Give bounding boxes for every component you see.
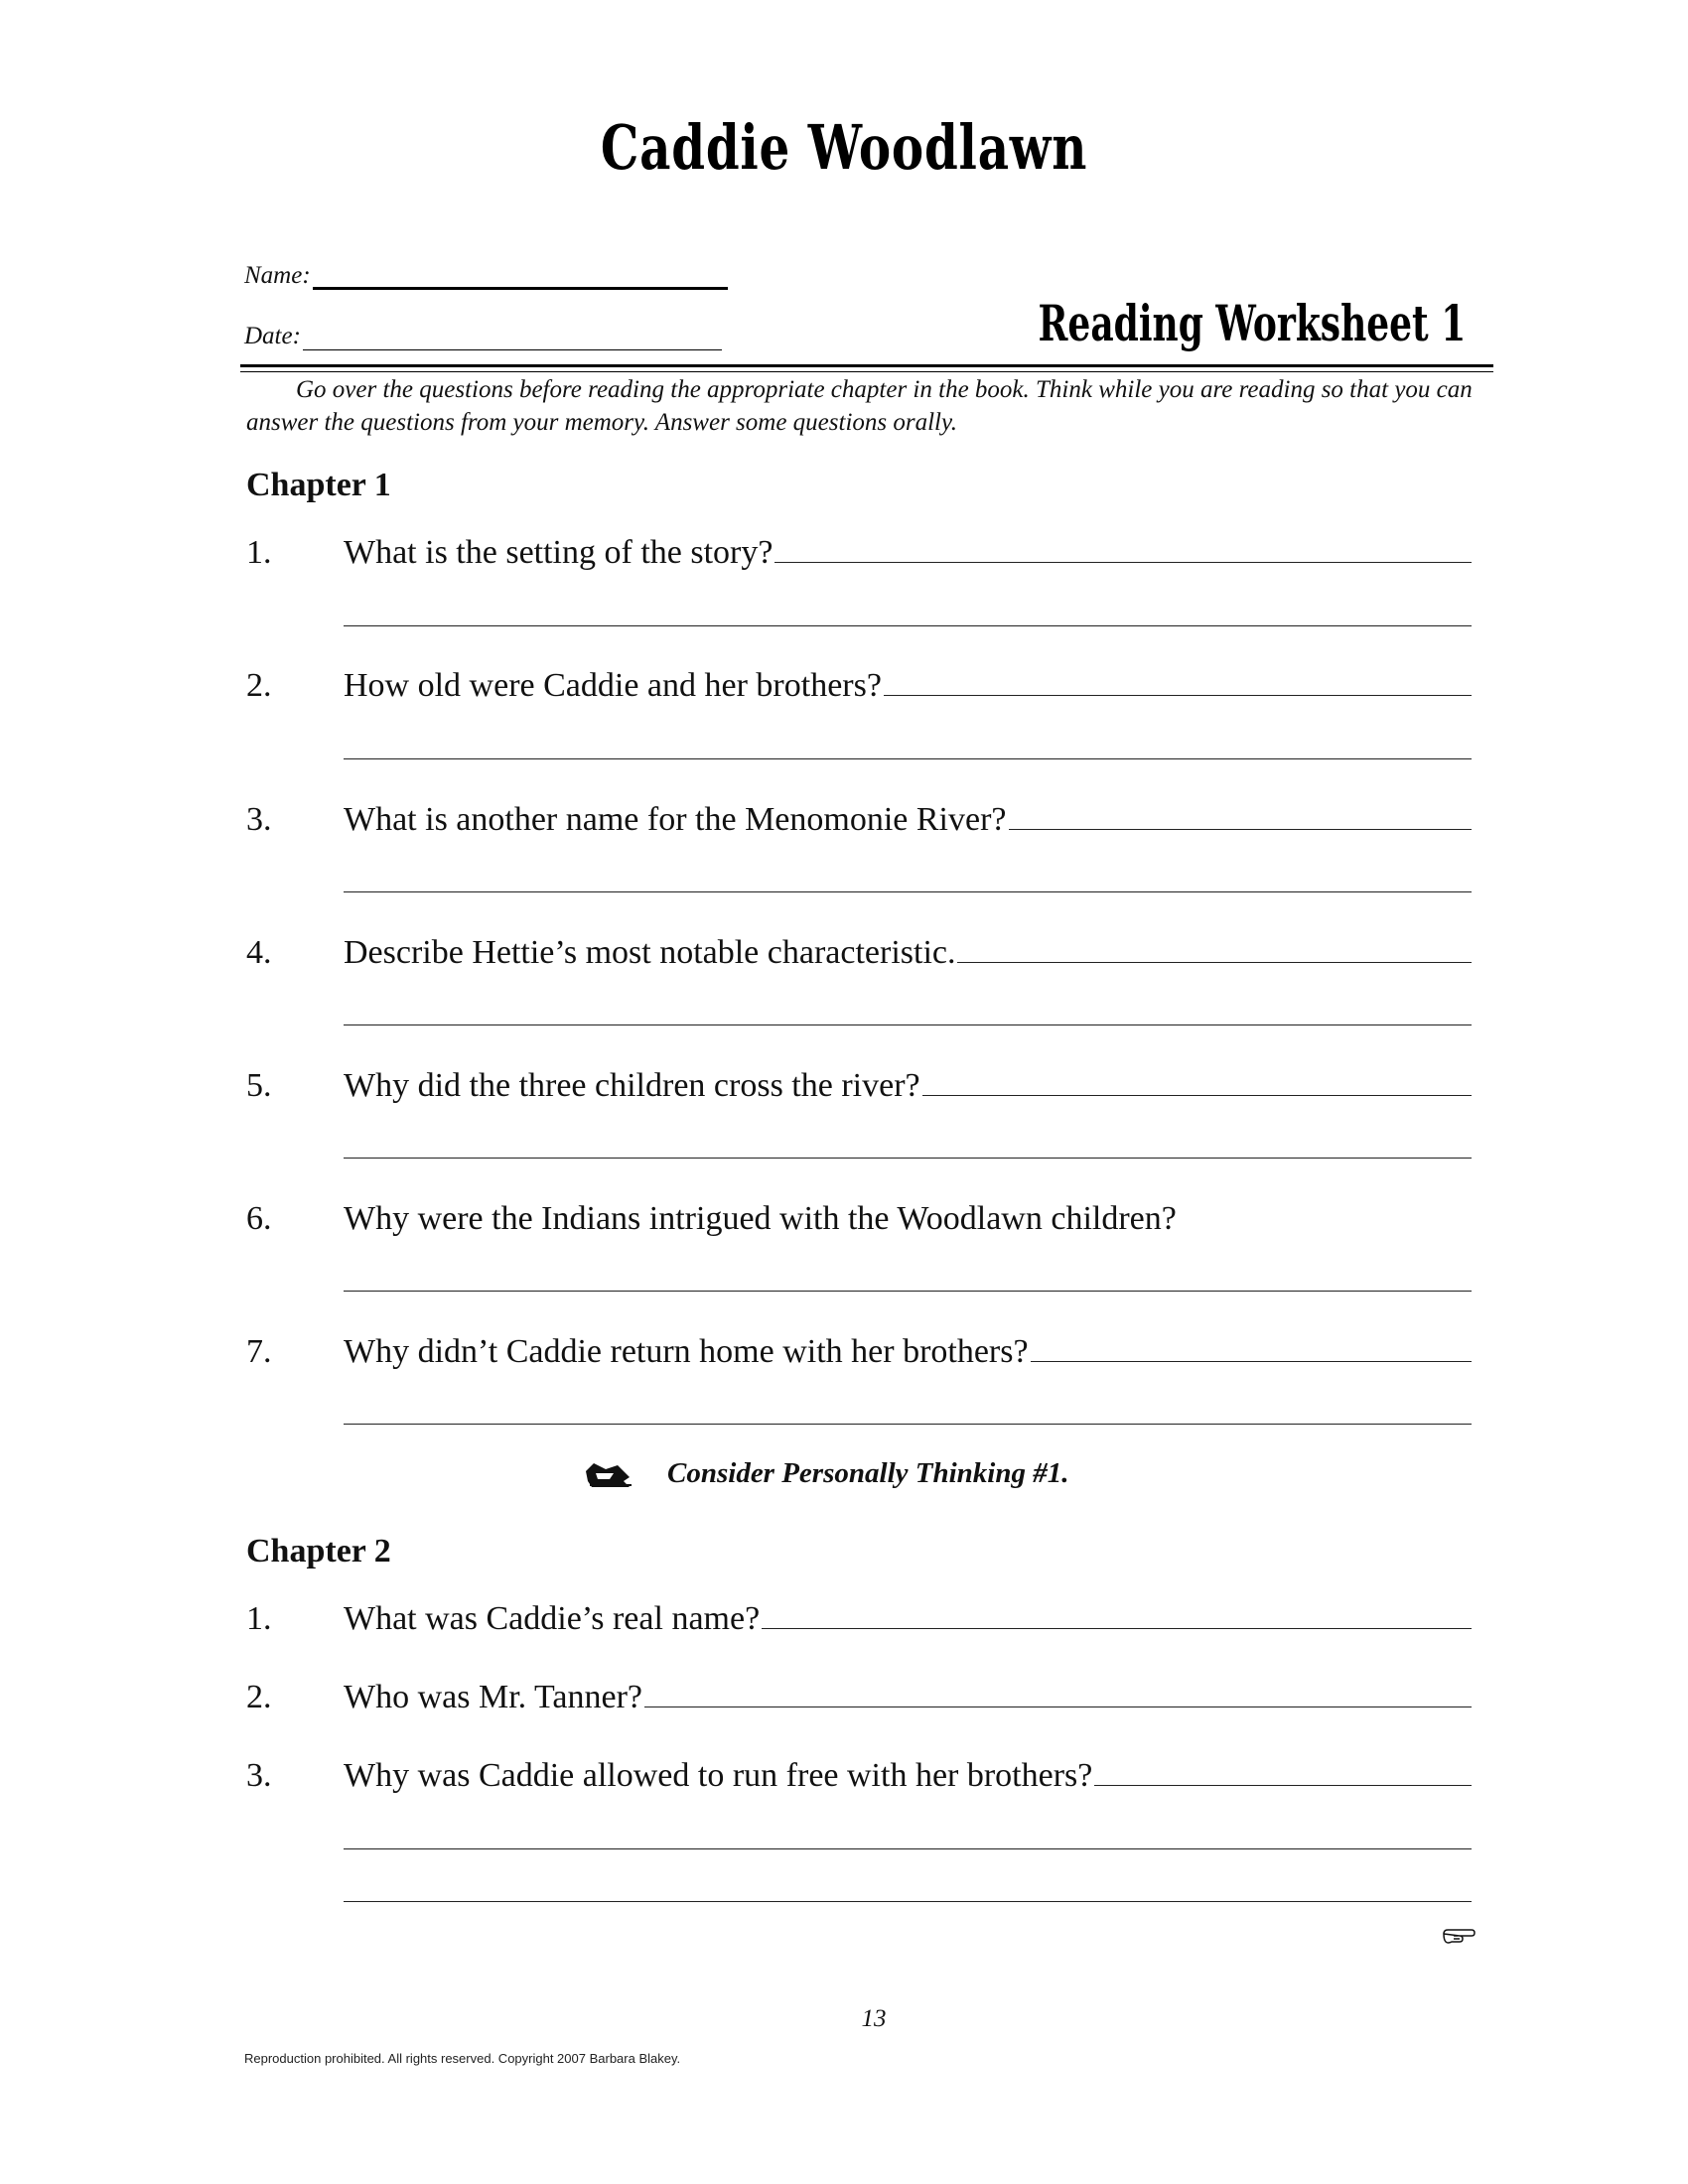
writing-hand-icon (584, 1459, 633, 1489)
answer-line[interactable] (922, 1094, 1472, 1096)
answer-line[interactable] (1009, 828, 1473, 830)
question-row[interactable] (246, 667, 1472, 711)
answer-line[interactable] (344, 758, 1472, 759)
question-row[interactable] (246, 534, 1472, 578)
answer-line[interactable] (884, 694, 1472, 696)
answer-line[interactable] (344, 1901, 1472, 1902)
answer-line[interactable] (957, 961, 1472, 963)
question-row[interactable] (246, 1679, 1472, 1722)
answer-line[interactable] (344, 625, 1472, 626)
question-number: 1. (246, 1600, 272, 1637)
question-number: 2. (246, 667, 272, 704)
chapter-1-heading: Chapter 1 (246, 467, 391, 503)
question-number: 1. (246, 534, 272, 571)
answer-line[interactable] (644, 1706, 1472, 1707)
question-row[interactable] (246, 1600, 1472, 1644)
page-number: 13 (861, 2005, 887, 2032)
question-row[interactable] (246, 1067, 1472, 1111)
question-text: Why didn’t Caddie return home with her brothers? (344, 1333, 1029, 1370)
question-row[interactable] (246, 1333, 1472, 1377)
answer-line[interactable] (344, 891, 1472, 892)
question-text: How old were Caddie and her brothers? (344, 667, 882, 704)
answer-line[interactable] (344, 1424, 1472, 1425)
answer-line[interactable] (762, 1627, 1472, 1629)
date-label: Date: (244, 323, 301, 349)
instructions-paragraph: Go over the questions before reading the appropriate chapter in the book. Think while you are reading so that you can answer the questions from your memory. Answer some questions orally. (246, 376, 1473, 436)
question-text: What is another name for the Menomonie River? (344, 801, 1007, 838)
question-text: Why was Caddie allowed to run free with her brothers? (344, 1757, 1093, 1794)
date-blank-line[interactable] (303, 349, 722, 350)
question-number: 6. (246, 1200, 272, 1237)
question-text: What is the setting of the story? (344, 534, 774, 571)
answer-line[interactable] (344, 1024, 1472, 1025)
answer-line[interactable] (344, 1158, 1472, 1159)
question-row[interactable] (246, 1757, 1472, 1801)
header-divider-thick (240, 364, 1493, 367)
question-number: 4. (246, 934, 272, 971)
question-number: 5. (246, 1067, 272, 1104)
name-label: Name: (244, 262, 311, 289)
worksheet-book-title: Caddie Woodlawn (600, 111, 1088, 184)
worksheet-title: Reading Worksheet 1 (1038, 294, 1466, 352)
question-number: 3. (246, 1757, 272, 1794)
question-row[interactable] (246, 1200, 1472, 1244)
header-divider-thin (240, 371, 1493, 372)
chapter-2-heading: Chapter 2 (246, 1533, 391, 1570)
question-text: Why did the three children cross the river? (344, 1067, 920, 1104)
question-row[interactable] (246, 934, 1472, 978)
answer-line[interactable] (1094, 1784, 1472, 1786)
answer-line[interactable] (1031, 1360, 1472, 1362)
question-text: Describe Hettie’s most notable characteristic. (344, 934, 956, 971)
date-field[interactable] (244, 323, 722, 350)
question-number: 7. (246, 1333, 272, 1370)
consider-text: Consider Personally Thinking #1. (667, 1457, 1069, 1489)
question-text: What was Caddie’s real name? (344, 1600, 761, 1637)
answer-line[interactable] (774, 561, 1472, 563)
question-text: Who was Mr. Tanner? (344, 1679, 643, 1715)
answer-line[interactable] (344, 1291, 1472, 1292)
question-text: Why were the Indians intrigued with the Woodlawn children? (344, 1200, 1177, 1237)
question-number: 3. (246, 801, 272, 838)
name-field[interactable] (244, 262, 728, 290)
consider-note (584, 1457, 1068, 1490)
question-row[interactable] (246, 801, 1472, 845)
copyright-notice: Reproduction prohibited. All rights reserved. Copyright 2007 Barbara Blakey. (244, 2051, 681, 2066)
pointing-hand-icon (1442, 1926, 1476, 1948)
question-number: 2. (246, 1679, 272, 1715)
answer-line[interactable] (344, 1848, 1472, 1849)
name-blank-line[interactable] (313, 287, 728, 290)
